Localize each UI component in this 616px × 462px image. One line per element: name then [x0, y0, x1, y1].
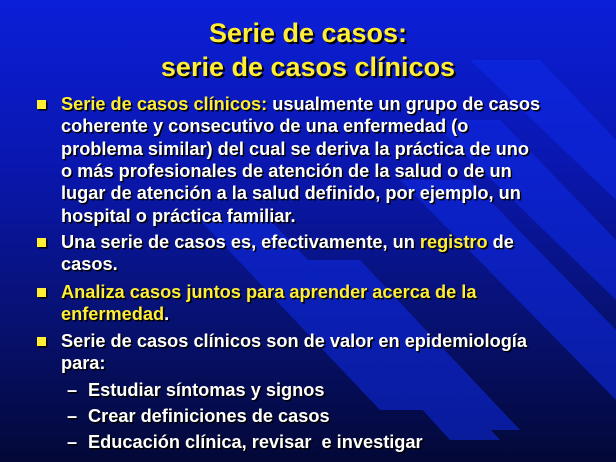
bullet-1-line-1: [61, 93, 540, 115]
bullet-2-line-2: casos.: [61, 254, 118, 275]
sub-item-1: Estudiar síntomas y signos: [88, 380, 325, 400]
sub-item-3: Educación clínica, revisar e investigar: [88, 432, 423, 452]
bullet-4-line-2: para:: [61, 353, 106, 374]
bullet-1-line-1-text: usualmente un grupo de casos: [267, 94, 541, 114]
bullet-square-icon: [37, 337, 46, 346]
bullet-1-line-2: coherente y consecutivo de una enfermedad (o: [61, 116, 469, 137]
bullet-3-period: .: [164, 304, 170, 325]
bullet-2-text: Una serie de casos es, efectivamente, un: [61, 232, 420, 252]
slide-title-line-1: Serie de casos:: [208, 18, 408, 48]
bullet-3-line-2: [61, 303, 169, 325]
bullet-2-highlight: registro: [419, 232, 488, 252]
bullet-square-icon: [37, 238, 46, 247]
bullet-3-line-1: Analiza casos juntos para aprender acerca de la: [61, 282, 477, 302]
bullet-2-text-end: de: [487, 232, 514, 252]
bullet-square-icon: [37, 100, 46, 109]
dash-icon: –: [67, 406, 78, 426]
bullet-square-icon: [37, 288, 46, 297]
bullet-1-line-5: lugar de atención a la salud definido, por ejemplo, un: [61, 183, 521, 204]
bullet-4-line-1: Serie de casos clínicos son de valor en epidemiología: [61, 331, 527, 351]
bullet-1-term: Serie de casos clínicos:: [61, 94, 268, 114]
bullet-1-line-6: hospital o práctica familiar.: [61, 205, 296, 226]
bullet-2-line-1: [61, 231, 514, 253]
bullet-3-highlight: enfermedad: [61, 304, 165, 325]
sub-item-2: Crear definiciones de casos: [88, 406, 330, 426]
dash-icon: –: [67, 432, 78, 452]
dash-icon: –: [67, 380, 78, 400]
bullet-1-line-3: problema similar) del cual se deriva la práctica de uno: [61, 138, 529, 159]
bullet-1-line-4: o más profesionales de atención de la salud o de un: [61, 160, 512, 181]
slide-title-line-2: serie de casos clínicos: [160, 52, 456, 82]
